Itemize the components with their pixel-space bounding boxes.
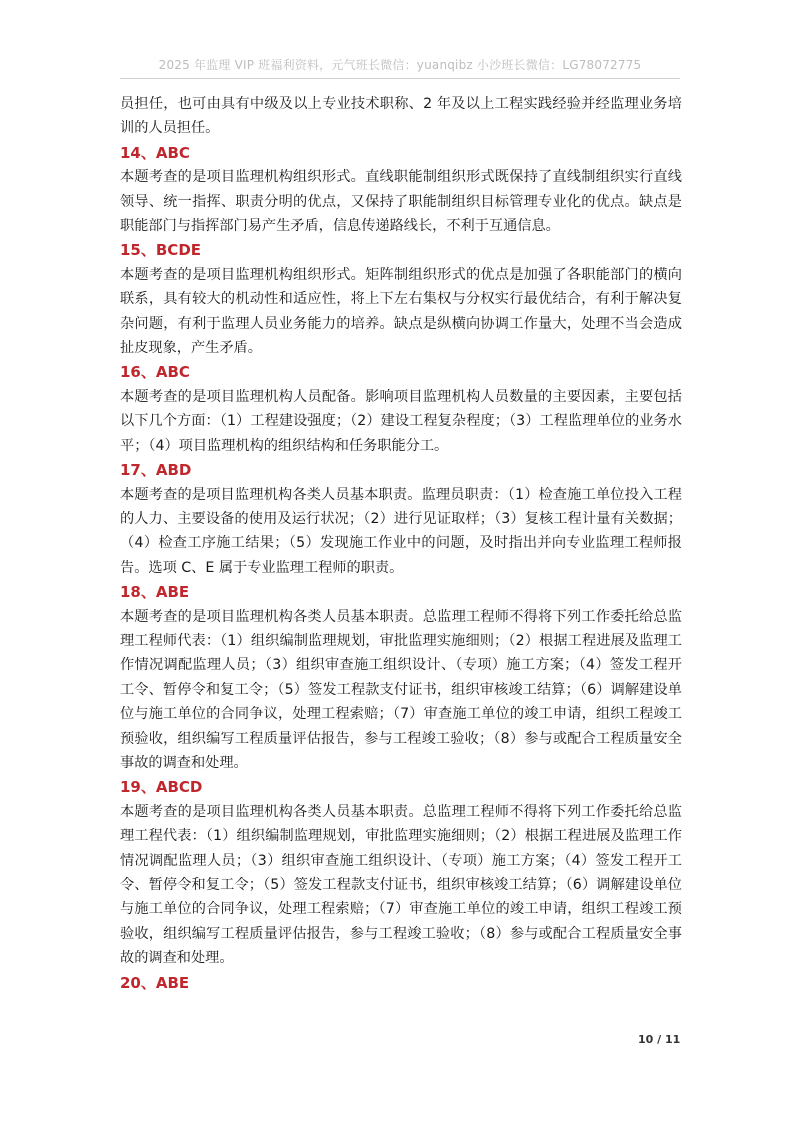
answer-heading: 20、ABE	[120, 973, 190, 992]
answer-explanation: 本题考查的是项目监理机构人员配备。影响项目监理机构人员数量的主要因素，主要包括以下几个方面：（1）工程建设强度；（2）建设工程复杂程度；（3）工程监理单位的业务水平；（4）项目监理机构的组织结构和任务职能分工。	[120, 388, 682, 454]
answer-explanation: 本题考查的是项目监理机构各类人员基本职责。总监理工程师不得将下列工作委托给总监理工程师代表：（1）组织编制监理规划，审批监理实施细则；（2）根据工程进展及监理工作情况调配监理人员；（3）组织审查施工组织设计、（专项）施工方案；（4）签发工程开工令、暂停令和复工令；（5）签发工程款支付证书，组织审核竣工结算；（6）调解建设单位与施工单位的合同争议，处理工程索赔；（7）审查施工单位的竣工申请，组织工程竣工预验收，组织编写工程质量评估报告，参与工程竣工验收；（8）参与或配合工程质量安全事故的调查和处理。	[120, 608, 682, 771]
question-17	[120, 458, 682, 580]
answer-heading: 19、ABCD	[120, 778, 203, 797]
question-18	[120, 580, 682, 775]
question-15	[120, 238, 682, 360]
answer-heading: 15、BCDE	[120, 241, 202, 260]
answer-explanation: 本题考查的是项目监理机构各类人员基本职责。总监理工程师不得将下列工作委托给总监理工程代表：（1）组织编制监理规划，审批监理实施细则；（2）根据工程进展及监理工作情况调配监理人员；（3）组织审查施工组织设计、（专项）施工方案；（4）签发工程开工令、暂停令和复工令；（5）签发工程款支付证书，组织审核竣工结算；（6）调解建设单位与施工单位的合同争议，处理工程索赔；（7）审查施工单位的竣工申请，组织工程竣工预验收，组织编写工程质量评估报告，参与工程竣工验收；（8）参与或配合工程质量安全事故的调查和处理。	[120, 803, 682, 967]
page-number: 10 / 11	[638, 1033, 681, 1046]
answer-explanation: 本题考查的是项目监理机构各类人员基本职责。监理员职责：（1）检查施工单位投入工程的人力、主要设备的使用及运行状况；（2）进行见证取样；（3）复核工程计量有关数据；（4）检查工序施工结果；（5）发现施工作业中的问题，及时指出并向专业监理工程师报告。选项 C、E 属于专业监理工程师的职责。	[120, 486, 682, 576]
answer-heading: 18、ABE	[120, 583, 190, 602]
question-14	[120, 141, 682, 239]
document-body	[120, 92, 682, 995]
question-19	[120, 775, 682, 970]
answer-explanation: 本题考查的是项目监理机构组织形式。矩阵制组织形式的优点是加强了各职能部门的横向联系，具有较大的机动性和适应性，将上下左右集权与分权实行最优结合，有利于解决复杂问题，有利于监理人员业务能力的培养。缺点是纵横向协调工作量大，处理不当会造成扯皮现象，产生矛盾。	[120, 266, 682, 357]
intro-paragraph: 员担任，也可由具有中级及以上专业技术职称、2 年及以上工程实践经验并经监理业务培训的人员担任。	[120, 96, 682, 137]
answer-heading: 17、ABD	[120, 461, 192, 480]
question-16	[120, 360, 682, 458]
question-20	[120, 971, 682, 995]
answer-heading: 16、ABC	[120, 363, 190, 382]
header-divider	[120, 78, 680, 79]
page-header: 2025 年监理 VIP 班福利资料，元气班长微信：yuanqibz 小沙班长微信：LG78072775	[158, 58, 642, 72]
answer-heading: 14、ABC	[120, 143, 190, 162]
answer-explanation: 本题考查的是项目监理机构组织形式。直线职能制组织形式既保持了直线制组织实行直线领导、统一指挥、职责分明的优点，又保持了职能制组织目标管理专业化的优点。缺点是职能部门与指挥部门易产生矛盾，信息传递路线长，不利于互通信息。	[120, 169, 682, 235]
